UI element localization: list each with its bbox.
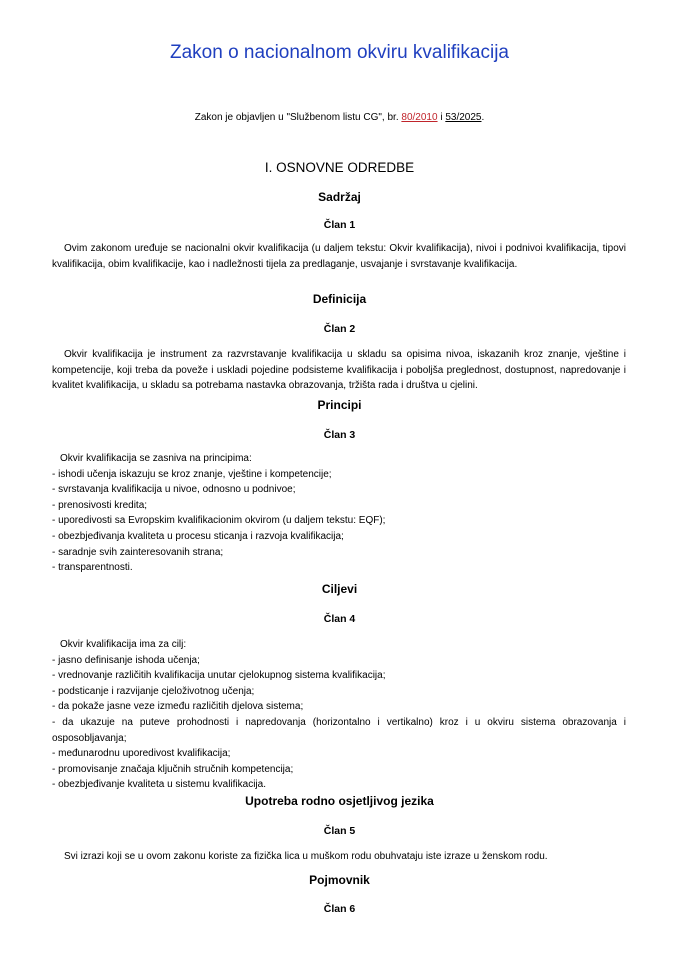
gazette-link-80-2010[interactable]: 80/2010 [401, 112, 438, 123]
section-heading-rodno-osjetljiv-jezik: Upotreba rodno osjetljivog jezika [245, 794, 434, 808]
section-heading-sadrzaj: Sadržaj [318, 190, 361, 204]
publication-suffix: . [481, 112, 485, 123]
section-heading-pojmovnik: Pojmovnik [309, 873, 370, 887]
section-heading-principi: Principi [317, 398, 362, 412]
publication-note [0, 112, 679, 123]
article-4-list [52, 637, 626, 793]
list-item: - podsticanje i razvijanje cjeloživotnog učenja; [52, 685, 255, 697]
list-item: - promovisanje značaja ključnih stručnih kompetencija; [52, 763, 294, 775]
list-item: - transparentnosti. [52, 562, 133, 574]
article-heading-5: Član 5 [323, 825, 356, 837]
gazette-link-53-2025[interactable]: 53/2025 [445, 112, 482, 123]
publication-prefix: Zakon je objavljen u "Službenom listu CG", br. [194, 112, 402, 123]
chapter-heading: I. OSNOVNE ODREDBE [264, 160, 415, 175]
article-5-text: Svi izrazi koji se u ovom zakonu koriste za fizička lica u muškom rodu obuhvataju iste izraze u ženskom rodu. [64, 851, 548, 862]
article-1-text: Ovim zakonom uređuje se nacionalni okvir kvalifikacija (u daljem tekstu: Okvir kvalifikacija), nivoi i podnivoi kvalifikacija, tipovi kvalifikacija, obim kvalifikacije, kao i nadležnosti tijela za predlaganje, usvajanje i svrstavanje kvalifikacija. [52, 243, 626, 270]
section-heading-definicija: Definicija [312, 292, 367, 306]
article-3-lead: Okvir kvalifikacija se zasniva na principima: [60, 453, 252, 464]
list-item: - obezbjeđivanje kvaliteta u sistemu kvalifikacija. [52, 779, 266, 791]
list-item: - ishodi učenja iskazuju se kroz znanje, vještine i kompetencije; [52, 468, 332, 480]
list-item: - svrstavanja kvalifikacija u nivoe, odnosno u podnivoe; [52, 484, 296, 496]
article-2-text: Okvir kvalifikacija je instrument za razvrstavanje kvalifikacija u skladu sa opisima nivoa, iskazanih kroz znanje, vještine i kompetencije, koji treba da poveže i uskladi pojedine podsisteme kvalifikacija i poboljša preglednost, dostupnost, napredovanje i kvalitet kvalifikacija, u skladu sa potrebama nastavka obrazovanja, tržišta rada i društva u cjelini. [52, 349, 626, 391]
article-heading-3: Član 3 [323, 429, 356, 441]
article-4-lead: Okvir kvalifikacija ima za cilj: [60, 639, 187, 650]
page-title: Zakon o nacionalnom okviru kvalifikacija [170, 42, 509, 63]
list-item: - obezbjeđivanja kvaliteta u procesu sticanja i razvoja kvalifikacija; [52, 530, 344, 542]
article-heading-2: Član 2 [323, 323, 356, 335]
article-heading-6: Član 6 [323, 903, 356, 915]
list-item: - da pokaže jasne veze između različitih djelova sistema; [52, 701, 304, 713]
article-heading-4: Član 4 [323, 613, 356, 625]
article-heading-1: Član 1 [323, 219, 356, 231]
section-heading-ciljevi: Ciljevi [321, 582, 358, 596]
list-item: - saradnje svih zainteresovanih strana; [52, 546, 224, 558]
publication-separator: i [437, 112, 446, 123]
article-3-list [52, 451, 626, 576]
list-item: - međunarodnu uporedivost kvalifikacija; [52, 748, 231, 760]
list-item: - vrednovanje različitih kvalifikacija unutar cjelokupnog sistema kvalifikacija; [52, 670, 386, 682]
list-item: - da ukazuje na puteve prohodnosti i napredovanja (horizontalno i vertikalno) kroz i u okviru sistema obrazovanja i osposobljavanja; [52, 716, 626, 744]
list-item: - prenosivosti kredita; [52, 499, 148, 511]
list-item: - uporedivosti sa Evropskim kvalifikacionim okvirom (u daljem tekstu: EQF); [52, 515, 386, 527]
list-item: - jasno definisanje ishoda učenja; [52, 654, 200, 666]
